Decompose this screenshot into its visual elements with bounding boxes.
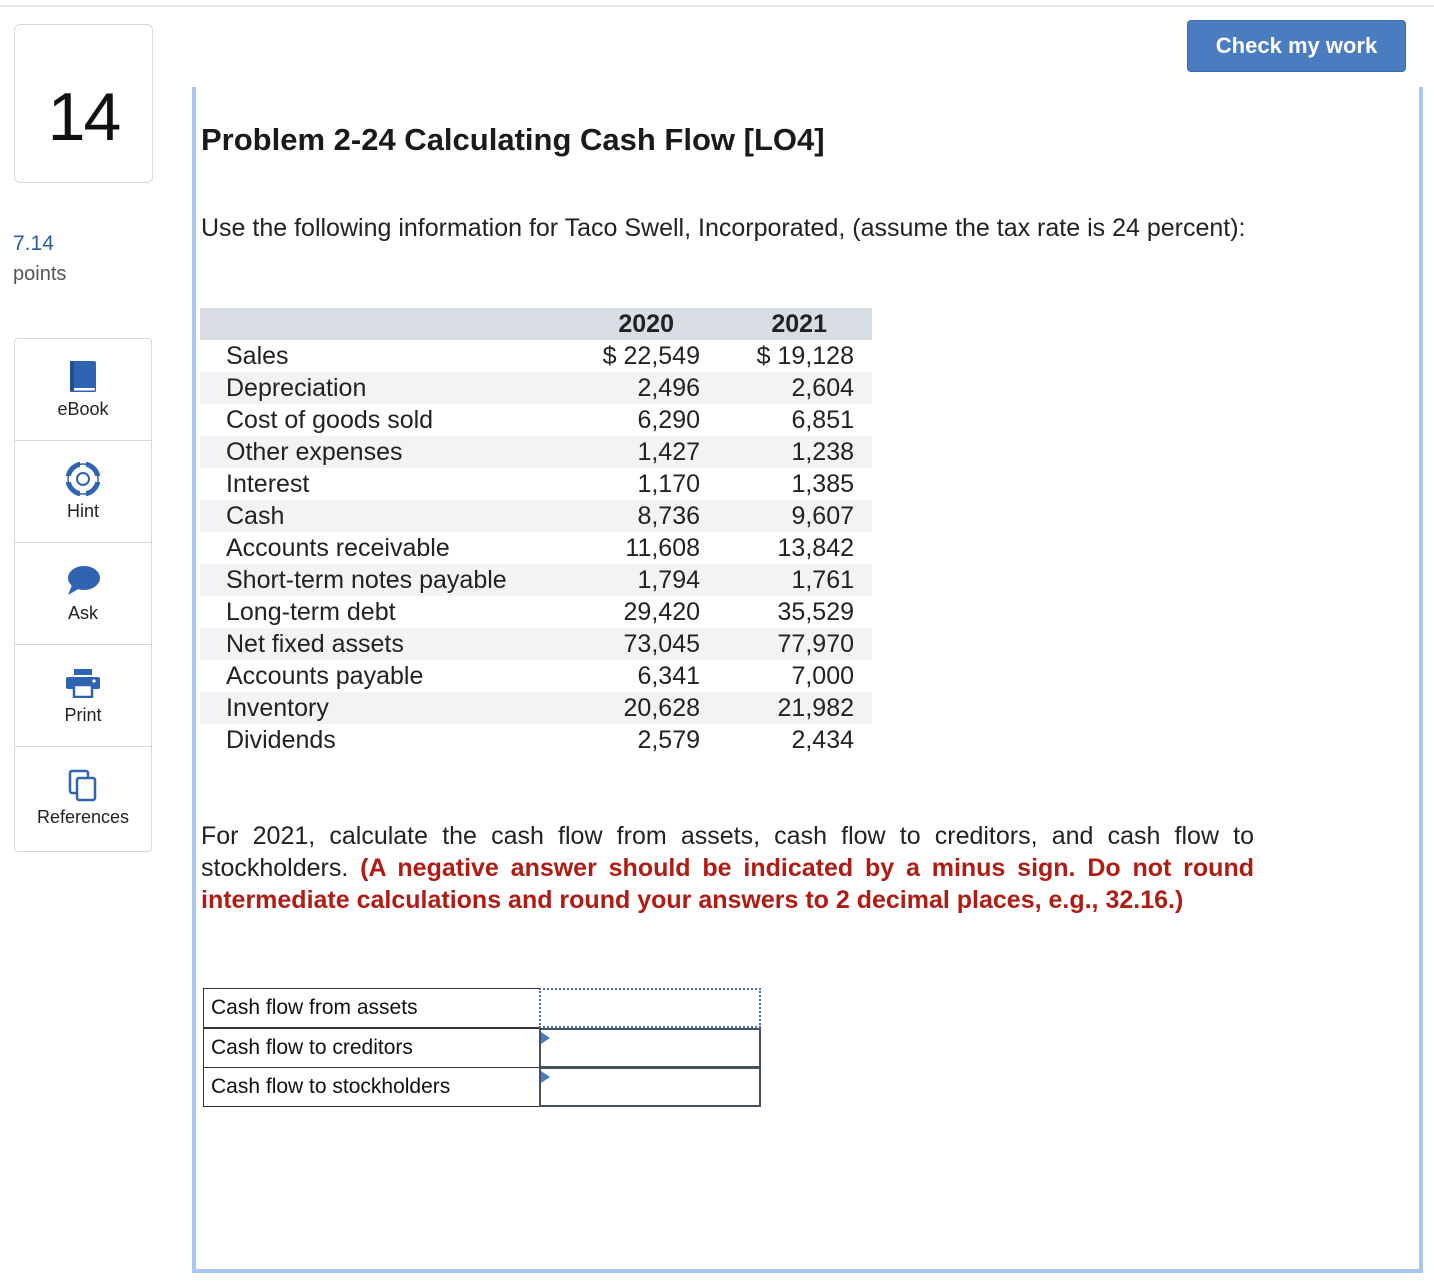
row-label: Inventory: [200, 692, 572, 724]
value-2020: 8,736: [572, 500, 700, 532]
table-header-row: [200, 308, 872, 340]
header-2021: 2021: [700, 308, 872, 340]
value-2020: 11,608: [625, 534, 700, 562]
cash-flow-to-creditors-input[interactable]: [539, 1028, 761, 1068]
row-label: Interest: [226, 470, 310, 498]
book-icon: [15, 359, 151, 395]
value-2020: 1,170: [637, 470, 700, 498]
value-2020: 1,794: [572, 564, 700, 596]
row-label: Cash: [200, 500, 572, 532]
table-row: [200, 436, 872, 468]
row-label: Accounts receivable: [226, 534, 450, 562]
hint-label: Hint: [66, 501, 99, 521]
row-label: Cost of goods sold: [226, 406, 434, 434]
table-row: [200, 564, 872, 596]
hint-button[interactable]: [15, 441, 151, 543]
chat-bubble-icon: [15, 563, 151, 599]
table-row: [200, 372, 872, 404]
row-label: Other expenses: [200, 436, 572, 468]
points-value: 7.14: [13, 232, 54, 255]
value-2020: 6,341: [637, 662, 700, 690]
header-2020: 2020: [572, 308, 700, 340]
header-label-cell: [200, 308, 572, 340]
lifebuoy-icon: [15, 461, 151, 497]
references-label: References: [36, 807, 130, 827]
tools-sidebar: [14, 338, 152, 852]
table-row: [200, 628, 872, 660]
financial-data-table: [200, 308, 872, 756]
ebook-button[interactable]: [15, 339, 151, 441]
cash-flow-to-stockholders-input[interactable]: [539, 1067, 761, 1107]
value-2021: 2,434: [791, 726, 854, 754]
value-2021: 9,607: [700, 500, 872, 532]
row-label: Dividends: [226, 726, 336, 754]
top-divider: [0, 5, 1434, 7]
row-label: Short-term notes payable: [200, 564, 572, 596]
value-2021: 2,604: [700, 372, 872, 404]
value-2021: 35,529: [777, 598, 854, 626]
printer-icon: [15, 665, 151, 701]
print-button[interactable]: [15, 645, 151, 747]
question-instructions: [201, 820, 1254, 916]
value-2021: 13,842: [777, 534, 854, 562]
problem-title: Problem 2-24 Calculating Cash Flow [LO4]: [201, 122, 825, 157]
table-row: [200, 724, 872, 756]
table-row: [200, 596, 872, 628]
table-row: [200, 660, 872, 692]
table-row: [200, 340, 872, 372]
ask-label: Ask: [67, 603, 98, 623]
ask-button[interactable]: [15, 543, 151, 645]
value-2020: 2,496: [572, 372, 700, 404]
answer-row: [203, 988, 761, 1028]
table-row: [200, 404, 872, 436]
row-label: Sales: [226, 342, 289, 370]
value-2021: 1,761: [700, 564, 872, 596]
table-row: [200, 692, 872, 724]
row-label: Depreciation: [200, 372, 572, 404]
input-marker-icon: [541, 1032, 550, 1044]
ebook-label: eBook: [57, 399, 109, 419]
value-2021: 1,385: [791, 470, 854, 498]
cash-flow-from-assets-input[interactable]: [539, 988, 761, 1028]
problem-intro: Use the following information for Taco Swell, Incorporated, (assume the tax rate is 24 percent):: [201, 214, 1246, 242]
value-2021: $ 19,128: [756, 342, 854, 370]
row-label: Net fixed assets: [200, 628, 572, 660]
value-2021: 1,238: [700, 436, 872, 468]
table-row: [200, 468, 872, 500]
answer-row: [203, 1028, 761, 1068]
copy-pages-icon: [15, 767, 151, 803]
value-2021: 77,970: [700, 628, 872, 660]
question-number-box: [14, 24, 153, 183]
references-button[interactable]: [15, 747, 151, 851]
answer-label: Cash flow to stockholders: [203, 1067, 540, 1107]
answer-label: Cash flow to creditors: [203, 1028, 540, 1068]
input-marker-icon: [541, 1071, 550, 1083]
points-label: points: [13, 263, 67, 285]
question-number: 14: [47, 79, 120, 155]
value-2021: 6,851: [791, 406, 854, 434]
answer-row: [203, 1067, 761, 1107]
value-2020: 2,579: [637, 726, 700, 754]
value-2021: 21,982: [700, 692, 872, 724]
row-label: Long-term debt: [226, 598, 396, 626]
value-2020: 29,420: [623, 598, 700, 626]
value-2020: 1,427: [572, 436, 700, 468]
check-my-work-button[interactable]: Check my work: [1187, 20, 1406, 72]
table-row: [200, 500, 872, 532]
table-row: [200, 532, 872, 564]
value-2021: 7,000: [791, 662, 854, 690]
value-2020: 20,628: [572, 692, 700, 724]
print-label: Print: [64, 705, 102, 725]
instructions-text: For 2021, calculate the cash flow from assets, cash flow to creditors, and cash flow to stockholders.: [201, 822, 1254, 882]
value-2020: 6,290: [637, 406, 700, 434]
answer-table: [203, 988, 761, 1108]
row-label: Accounts payable: [226, 662, 424, 690]
instructions-emphasis: (A negative answer should be indicated by a minus sign. Do not round intermediate calculations and round your answers to 2 decimal places, e.g., 32.16.): [201, 854, 1254, 914]
value-2020: 73,045: [572, 628, 700, 660]
answer-label: Cash flow from assets: [203, 988, 540, 1028]
value-2020: $ 22,549: [602, 342, 700, 370]
